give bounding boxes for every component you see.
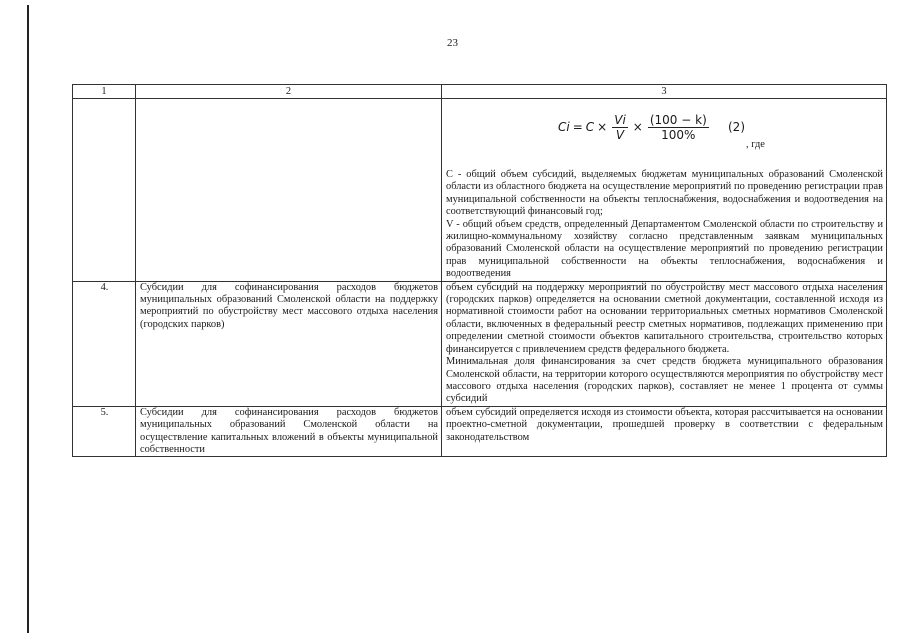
formula-fraction-1 [612, 113, 628, 142]
page-number: 23 [447, 37, 458, 49]
row-method-cell [442, 99, 887, 282]
row-name-cell [136, 99, 442, 282]
row-4-method [442, 281, 887, 406]
header-col-1: 1 [73, 85, 136, 99]
formula-block [446, 99, 883, 169]
formula-expression [558, 113, 711, 142]
row-5-method [442, 406, 887, 457]
table-row-continuation [73, 99, 887, 282]
formula-where: , где [746, 139, 765, 150]
formula-lhs: Ci [558, 120, 570, 135]
row-4-number: 4. [73, 281, 136, 406]
formula-fraction-2 [648, 113, 709, 142]
row-5-paragraph-1: объем субсидий определяется исходя из стоимости объекта, которая рассчитывается на основании проектно-сметной документации, прошедшей проверку в соответствии с федеральным законодательством [446, 406, 883, 443]
formula-c: C [585, 120, 595, 135]
fraction-1-numerator: Vi [614, 113, 626, 127]
binding-edge-line [27, 5, 29, 633]
row-5-number: 5. [73, 406, 136, 457]
row-number-cell [73, 99, 136, 282]
header-col-3: 3 [442, 85, 887, 99]
fraction-2-denominator: 100% [661, 128, 696, 142]
fraction-2-numerator: (100 − k) [649, 113, 707, 127]
subsidy-table [72, 84, 887, 457]
header-col-2: 2 [136, 85, 442, 99]
row-4-paragraph-1: объем субсидий на поддержку мероприятий по обустройству мест массового отдыха населения (городских парков) определяется на основании сметной документации, составленной исходя из нормативной стоимости работ на основании территориальных сметных нормативов Смоленской области, включенных в федеральный реестр сметных нормативов, подлежащих применению при определении сметной стоимости объектов капитального строительства, строительство которых финансируется с привлечением средств федерального бюджета. [446, 281, 883, 355]
row-5-name: Субсидии для софинансирования расходов бюджетов муниципальных образований Смоленской области на осуществление капитальных вложений в объекты муниципальной собственности [136, 406, 442, 457]
formula-times-1: × [597, 120, 608, 135]
row-4-name: Субсидии для софинансирования расходов бюджетов муниципальных образований Смоленской области на поддержку мероприятий по обустройству мест массового отдыха населения (городских парков) [136, 281, 442, 406]
table-row-5 [73, 406, 887, 457]
formula-equals: = [572, 120, 583, 135]
table-header-row [73, 85, 887, 99]
definition-v: V - общий объем средств, определенный Департаментом Смоленской области по строительству и жилищно-коммунальному хозяйству согласно представленным заявкам муниципальных образований Смоленской области на осуществление мероприятий по проведению регистрации прав муниципальной собственности на объекты теплоснабжения, водоснабжения и водоотведения [446, 218, 883, 280]
row-4-paragraph-2: Минимальная доля финансирования за счет средств бюджета муниципального образования Смоленской области, на территории которого осуществляются мероприятия по обустройству мест массового отдыха населения (городских парков), составляет не менее 1 процента от суммы субсидий [446, 356, 883, 405]
table-row-4 [73, 281, 887, 406]
formula-times-2: × [632, 120, 643, 135]
fraction-1-denominator: V [615, 128, 625, 142]
formula-number: (2) [728, 120, 745, 134]
definition-c: C - общий объем субсидий, выделяемых бюджетам муниципальных образований Смоленской области из областного бюджета на осуществление мероприятий по проведению регистрации прав муниципальной собственности на объекты теплоснабжения, водоснабжения и водоотведения на соответствующий финансовый год; [446, 169, 883, 218]
